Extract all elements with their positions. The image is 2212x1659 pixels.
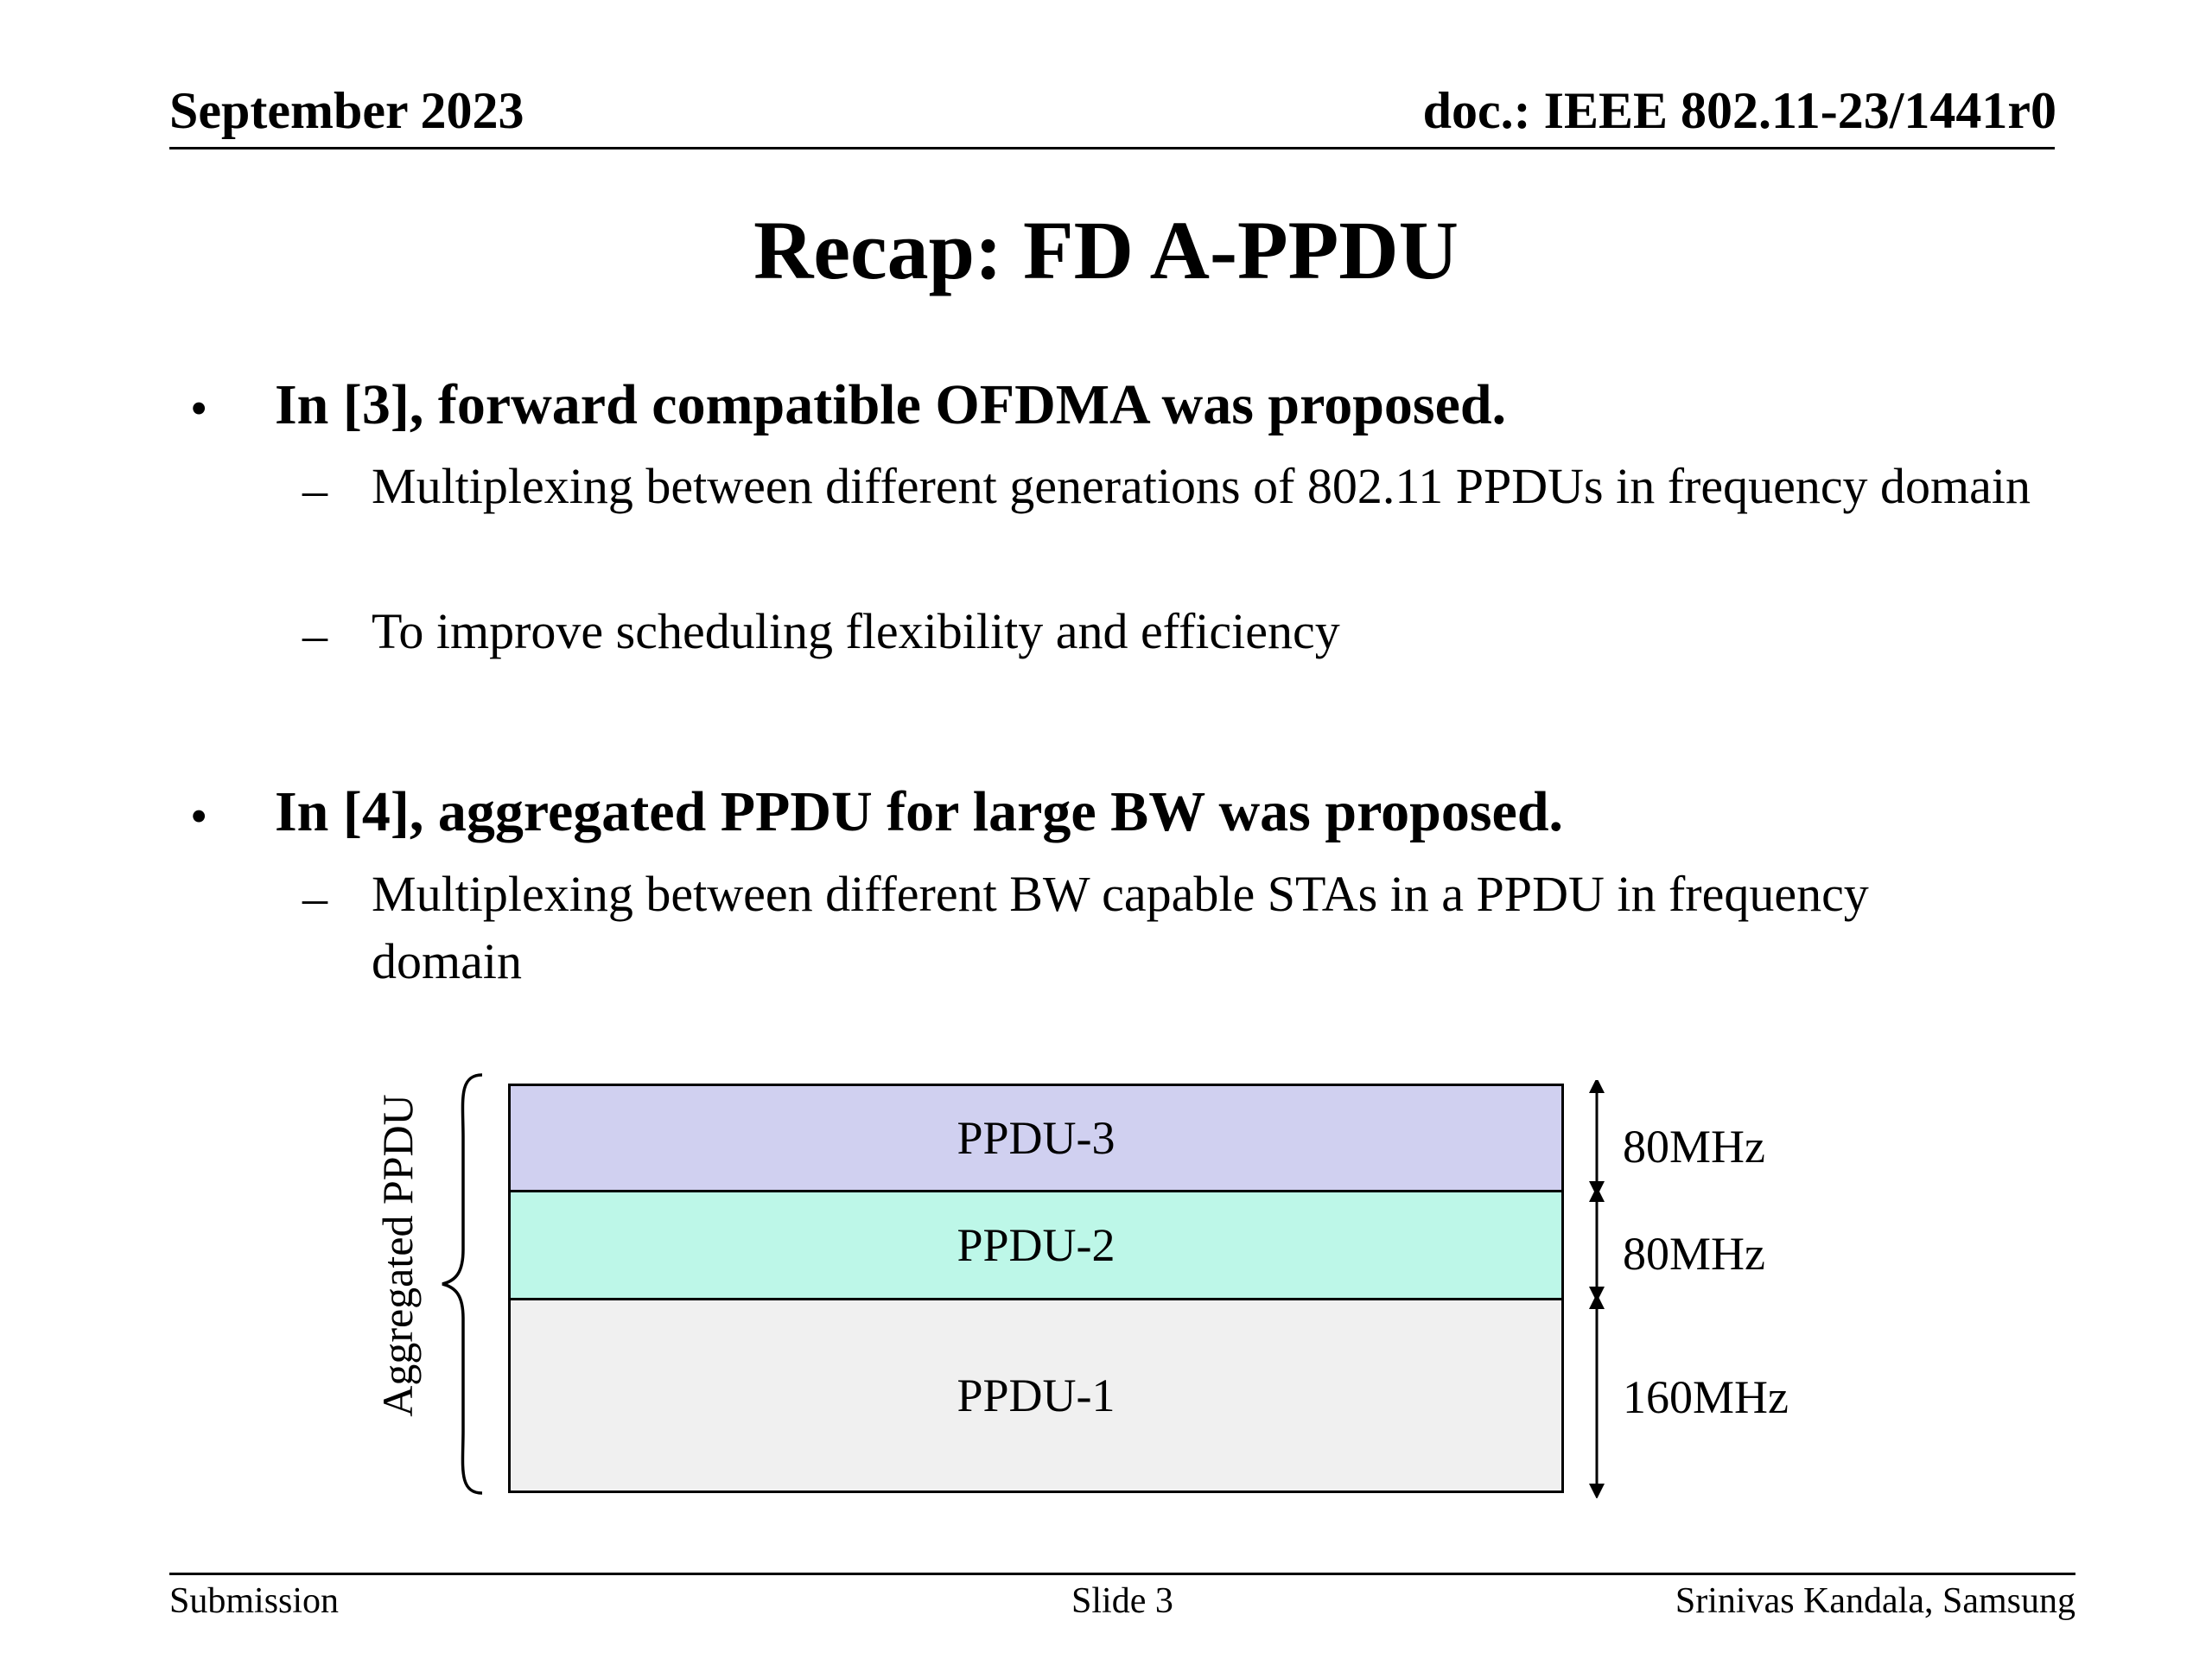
bullet-2-text: In [4], aggregated PPDU for large BW was proposed.: [275, 780, 1564, 843]
ppdu-1-label: PPDU-1: [957, 1370, 1116, 1421]
sub-bullet-marker: –: [302, 607, 327, 663]
sub-bullet-2-1-text: Multiplexing between different BW capable STAs in a PPDU in frequency domain: [372, 866, 1869, 989]
header-doc-id: doc.: IEEE 802.11-23/1441r0: [1422, 82, 2056, 139]
bandwidth-arrows: [1581, 1080, 1616, 1498]
sub-bullet-marker: –: [302, 869, 327, 925]
ppdu-1-block: [508, 1298, 1564, 1493]
ppdu-3-bandwidth: 80MHz: [1623, 1121, 1765, 1173]
slide-title: Recap: FD A-PPDU: [753, 204, 1459, 296]
footer-author: Srinivas Kandala, Samsung: [1675, 1581, 2075, 1621]
footer-submission: Submission: [169, 1581, 340, 1621]
sub-bullet-1-2-text: To improve scheduling flexibility and efficiency: [372, 603, 1340, 659]
footer-slide-number: Slide 3: [1071, 1581, 1173, 1621]
aggregated-ppdu-label: Aggregated PPDU: [373, 1094, 422, 1417]
ppdu-2-bandwidth: 80MHz: [1623, 1228, 1765, 1280]
ppdu-2-block: [508, 1190, 1564, 1300]
header-date: September 2023: [169, 82, 524, 139]
bullet-1-text: In [3], forward compatible OFDMA was proposed.: [275, 373, 1507, 436]
ppdu-1-bandwidth: 160MHz: [1623, 1371, 1789, 1423]
footer-divider: [169, 1573, 2075, 1575]
sub-bullet-1-1-text: Multiplexing between different generations of 802.11 PPDUs in frequency domain: [372, 458, 2031, 514]
bullet-marker: •: [190, 380, 208, 436]
brace-icon: [432, 1068, 493, 1500]
ppdu-3-label: PPDU-3: [957, 1112, 1116, 1164]
bullet-marker: •: [190, 788, 208, 844]
ppdu-2-label: PPDU-2: [957, 1219, 1116, 1271]
ppdu-3-block: [508, 1084, 1564, 1192]
header-divider: [169, 147, 2055, 149]
sub-bullet-marker: –: [302, 461, 327, 518]
